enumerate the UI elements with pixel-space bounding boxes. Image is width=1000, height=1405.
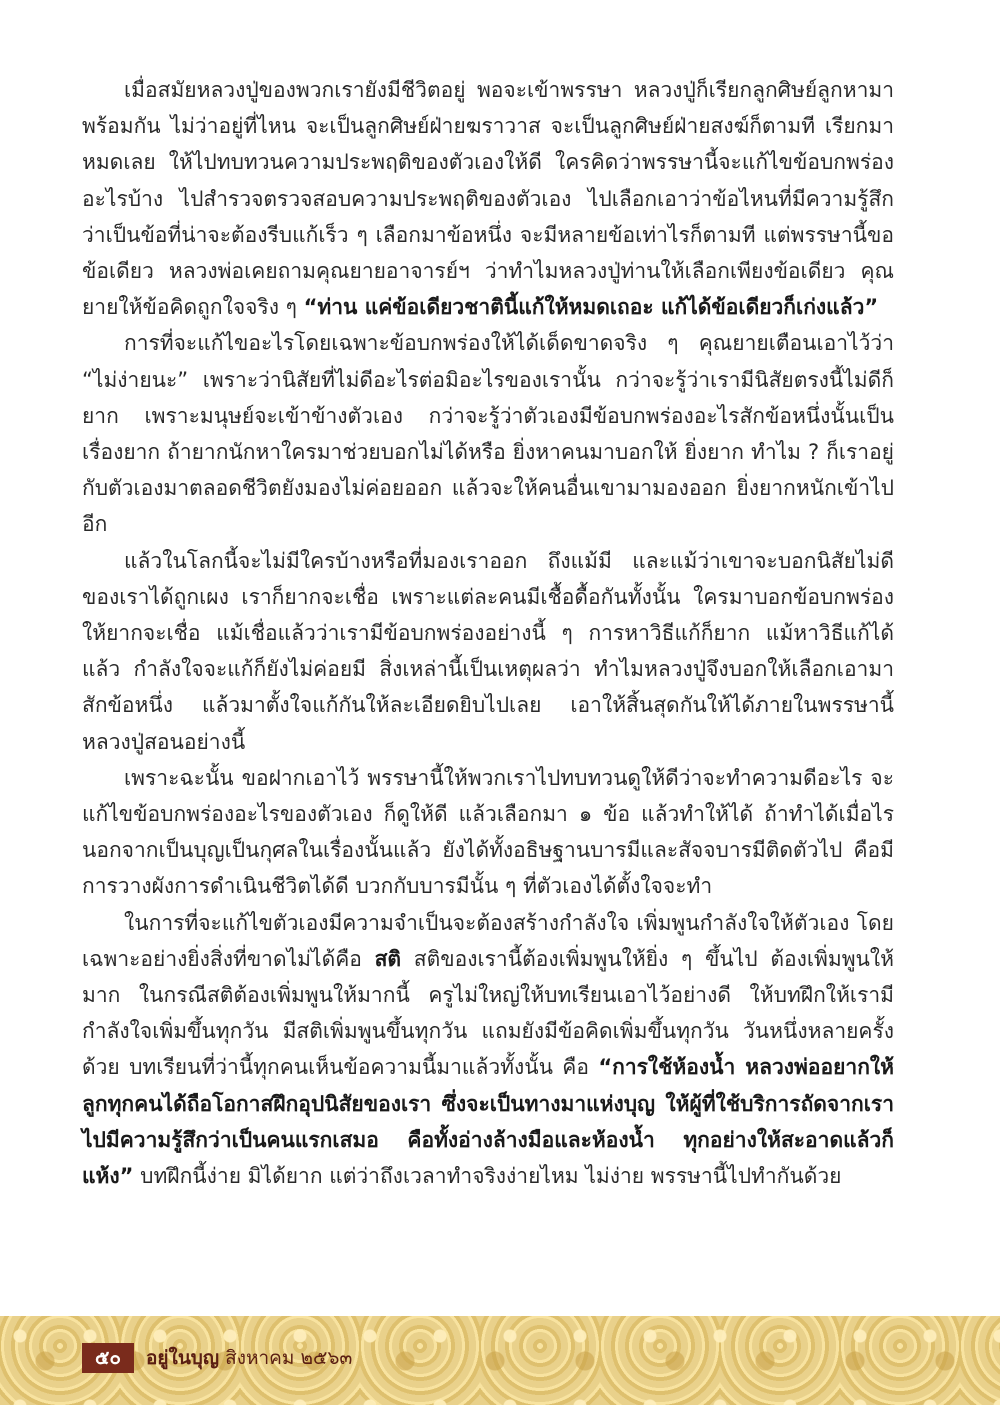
paragraph-3: แล้วในโลกนี้จะไม่มีใครบ้างหรือที่มองเราออก ถึงแม้มี และแม้ว่าเขาจะบอกนิสัยไม่ดีของเราได้ถูกเผง เราก็ยากจะเชื่อ เพราะแต่ละคนมีเชื้อดื้อกันทั้งนั้น ใครมาบอกข้อบกพร่องให้ยากจะเชื่อ แม้เชื่อแล้วว่าเรามีข้อบกพร่องอย่างนี้ ๆ การหาวิธีแก้ก็ยาก แม้หาวิธีแก้ได้แล้ว กำลังใจจะแก้ก็ยังไม่ค่อยมี สิ่งเหล่านี้เป็นเหตุผลว่า ทำไมหลวงปู่จึงบอกให้เลือกเอามาสักข้อหนึ่ง แล้วมาตั้งใจแก้กันให้ละเอียดยิบไปเลย เอาให้สิ้นสุดกันให้ได้ภายในพรรษานี้ หลวงปู่สอนอย่างนี้ [82, 548, 894, 754]
issue-date: สิงหาคม ๒๕๖๓ [225, 1347, 353, 1369]
page-number: ๕๐ [82, 1343, 134, 1373]
magazine-footer [146, 1344, 352, 1372]
paragraph-5-quote: “การใช้ห้องน้ำ หลวงพ่ออยากให้ลูกทุกคนได้ถือโอกาสฝึกอุปนิสัยของเรา ซึ่งจะเป็นทางมาแห่งบุญ ให้ผู้ที่ใช้บริการถัดจากเราไปมีความรู้สึกว่าเป็นคนแรกเสมอ คือทั้งอ่างล้างมือและห้องน้ำ ทุกอย่างให้สะอาดแล้วก็แห้ง” [82, 1055, 895, 1189]
paragraph-5-text-a: ในการที่จะแก้ไขตัวเองมีความจำเป็นจะต้องสร้างกำลังใจ เพิ่มพูนกำลังใจให้ตัวเอง โดยเฉพาะอย่างยิ่งสิ่งที่ขาดไม่ได้คือ [82, 910, 894, 971]
paragraph-1-quote: “ท่าน แค่ข้อเดียวชาตินี้แก้ให้หมดเถอะ แก้ได้ข้อเดียวก็เก่งแล้ว” [303, 295, 879, 320]
paragraph-5-keyword: สติ [374, 946, 402, 971]
magazine-name: อยู่ในบุญ [146, 1347, 220, 1369]
article-body [82, 72, 894, 1194]
paragraph-5-text-b: สติของเรานี้ต้องเพิ่มพูนให้ยิ่ง ๆ ขึ้นไป ต้องเพิ่มพูนให้มาก ในกรณีสติต้องเพิ่มพูนให้มากนี้ ครูไม่ใหญ่ให้บทเรียนเอาไว้อย่างดี ให้บทฝึกให้เรามีกำลังใจเพิ่มขึ้นทุกวัน มีสติเพิ่มพูนขึ้นทุกวัน แถมยังมีข้อคิดเพิ่มขึ้นทุกวัน วันหนึ่งหลายครั้งด้วย บทเรียนที่ว่านี้ทุกคนเห็นข้อความนี้มาแล้วทั้งนั้น คือ [82, 946, 895, 1080]
paragraph-5 [82, 905, 894, 1195]
paragraph-4: เพราะฉะนั้น ขอฝากเอาไว้ พรรษานี้ให้พวกเราไปทบทวนดูให้ดีว่าจะทำความดีอะไร จะแก้ไขข้อบกพร่องอะไรของตัวเอง ก็ดูให้ดี แล้วเลือกมา ๑ ข้อ แล้วทำให้ได้ ถ้าทำได้เมื่อไรนอกจากเป็นบุญเป็นกุศลในเรื่องนั้นแล้ว ยังได้ทั้งอธิษฐานบารมีและสัจจบารมีติดตัวไป คือมีการวางผังการดำเนินชีวิตได้ดี บวกกับบารมีนั้น ๆ ที่ตัวเองได้ตั้งใจจะทำ [82, 765, 894, 899]
paragraph-2: การที่จะแก้ไขอะไรโดยเฉพาะข้อบกพร่องให้ได้เด็ดขาดจริง ๆ คุณยายเตือนเอาไว้ว่า “ไม่ง่ายนะ” เพราะว่านิสัยที่ไม่ดีอะไรต่อมิอะไรของเรานั้น กว่าจะรู้ว่าเรามีนิสัยตรงนี้ไม่ดีก็ยาก เพราะมนุษย์จะเข้าข้างตัวเอง กว่าจะรู้ว่าตัวเองมีข้อบกพร่องอะไรสักข้อหนึ่งนั้นเป็นเรื่องยาก ถ้ายากนักหาใครมาช่วยบอกไม่ได้หรือ ยิ่งหาคนมาบอกให้ ยิ่งยาก ทำไม ? ก็เราอยู่กับตัวเองมาตลอดชีวิตยังมองไม่ค่อยออก แล้วจะให้คนอื่นเขามามองออก ยิ่งยากหนักเข้าไปอีก [82, 331, 894, 537]
paragraph-1 [82, 72, 894, 325]
paragraph-1-text: เมื่อสมัยหลวงปู่ของพวกเรายังมีชีวิตอยู่ พอจะเข้าพรรษา หลวงปู่ก็เรียกลูกศิษย์ลูกหามาพร้อมกัน ไม่ว่าอยู่ที่ไหน จะเป็นลูกศิษย์ฝ่ายฆราวาส จะเป็นลูกศิษย์ฝ่ายสงฆ์ก็ตามที เรียกมาหมดเลย ให้ไปทบทวนความประพฤติของตัวเองให้ดี ใครคิดว่าพรรษานี้จะแก้ไขข้อบกพร่องอะไรบ้าง ไปสำรวจตรวจสอบความประพฤติของตัวเอง ไปเลือกเอาว่าข้อไหนที่มีความรู้สึกว่าเป็นข้อที่น่าจะต้องรีบแก้เร็ว ๆ เลือกมาข้อหนึ่ง จะมีหลายข้อเท่าไรก็ตามที แต่พรรษานี้ขอข้อเดียว หลวงพ่อเคยถามคุณยายอาจารย์ฯ ว่าทำไมหลวงปู่ท่านให้เลือกเพียงข้อเดียว คุณยายให้ข้อคิดถูกใจจริง ๆ [82, 78, 894, 320]
paragraph-5-text-c: บทฝึกนี้ง่าย มิได้ยาก แต่ว่าถึงเวลาทำจริงง่ายไหม ไม่ง่าย พรรษานี้ไปทำกันด้วย [133, 1164, 842, 1189]
